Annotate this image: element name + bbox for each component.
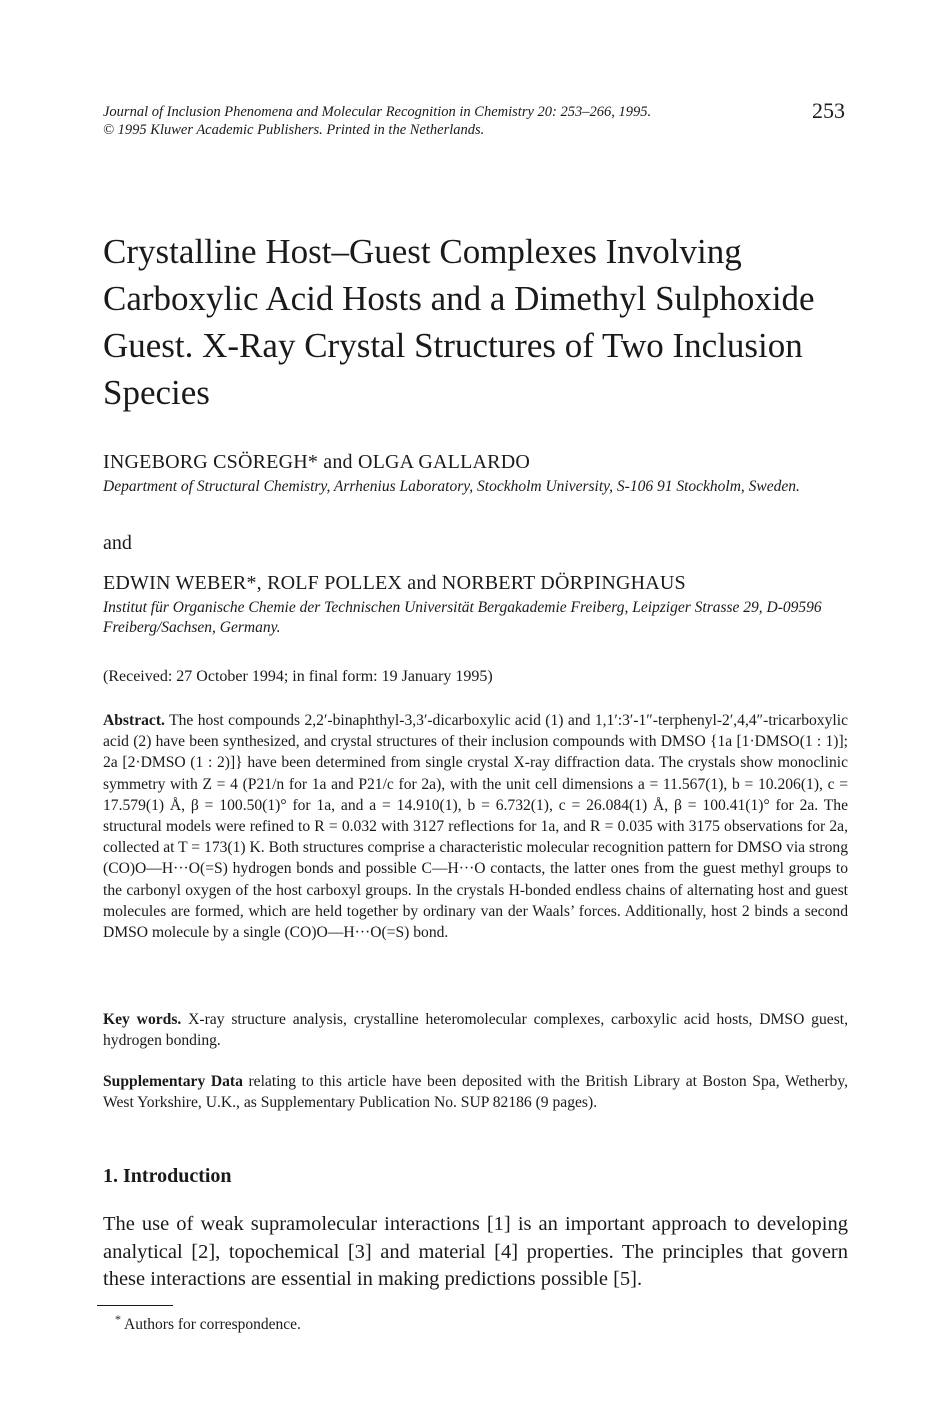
author-list-1: INGEBORG CSÖREGH* and OLGA GALLARDO <box>103 451 530 473</box>
footnote <box>115 1312 301 1334</box>
supplementary-data <box>103 1071 848 1113</box>
copyright-notice: © 1995 Kluwer Academic Publishers. Printed in the Netherlands. <box>103 122 485 138</box>
and-separator: and <box>103 532 132 554</box>
footnote-rule <box>97 1305 173 1306</box>
abstract-label: Abstract. <box>103 712 165 729</box>
footnote-mark: * <box>115 1312 121 1326</box>
affiliation-2: Institut für Organische Chemie der Technischen Universität Bergakademie Freiberg, Leipziger Strasse 29, D-09596 Freiberg/Sachsen, Germany. <box>103 599 822 636</box>
supplementary-text: relating to this article have been deposited with the British Library at Boston Spa, Wetherby, West Yorkshire, U.K., as Supplementary Publication No. SUP 82186 (9 pages). <box>103 1073 849 1112</box>
keywords <box>103 1009 848 1051</box>
article-title: Crystalline Host–Guest Complexes Involving Carboxylic Acid Hosts and a Dimethyl Sulphoxide Guest. X-Ray Crystal Structures of Two Inclusion Species <box>103 232 815 412</box>
journal-citation: Journal of Inclusion Phenomena and Molecular Recognition in Chemistry 20: 253–266, 1995. <box>103 104 652 120</box>
abstract <box>103 710 848 943</box>
affiliation-1: Department of Structural Chemistry, Arrhenius Laboratory, Stockholm University, S-106 91 Stockholm, Sweden. <box>103 478 800 495</box>
supplementary-label: Supplementary Data <box>103 1073 243 1090</box>
abstract-text: The host compounds 2,2′-binaphthyl-3,3′-dicarboxylic acid (1) and 1,1′:3′-1″-terphenyl-2′,4,4″-tricarboxylic acid (2) have been synthesized, and crystal structures of their inclusion compounds with DMSO {1a [1·DMSO(1 : 1)]; 2a [2·DMSO (1 : 2)]} have been determined from single crystal X-ray diffraction data. The crystals show monoclinic symmetry with Z = 4 (P21/n for 1a and P21/c for 2a), with the unit cell dimensions a = 11.567(1), b = 10.206(1), c = 17.579(1) Å, β = 100.50(1)° for 1a, and a = 14.910(1), b = 6.732(1), c = 26.084(1) Å, β = 100.41(1)° for 2a. The structural models were refined to R = 0.032 with 3127 reflections for 1a, and R = 0.035 with 3175 observations for 2a, collected at T = 173(1) K. Both structures comprise a characteristic molecular recognition pattern for DMSO via strong (CO)O—H···O(=S) hydrogen bonds and possible C—H···O contacts, the latter ones from the guest methyl groups to the carbonyl oxygen of the host carboxyl groups. In the crystals H-bonded endless chains of alternating host and guest molecules are formed, which are held together by ordinary van der Waals’ forces. Additionally, host 2 binds a second DMSO molecule by a single (CO)O—H···O(=S) bond. <box>103 712 848 942</box>
footnote-text: Authors for correspondence. <box>124 1316 301 1334</box>
keywords-label: Key words. <box>103 1011 182 1028</box>
received-dates: (Received: 27 October 1994; in final form: 19 January 1995) <box>103 668 493 685</box>
author-list-2: EDWIN WEBER*, ROLF POLLEX and NORBERT DÖRPINGHAUS <box>103 572 686 594</box>
keywords-text: X-ray structure analysis, crystalline heteromolecular complexes, carboxylic acid hosts, DMSO guest, hydrogen bonding. <box>103 1011 849 1050</box>
page-number: 253 <box>812 98 845 123</box>
section-heading-introduction: 1. Introduction <box>103 1165 232 1187</box>
introduction-paragraph: The use of weak supramolecular interactions [1] is an important approach to developing analytical [2], topochemical [3] and material [4] properties. The principles that govern these interactions are essential in making predictions possible [5]. <box>103 1213 848 1291</box>
